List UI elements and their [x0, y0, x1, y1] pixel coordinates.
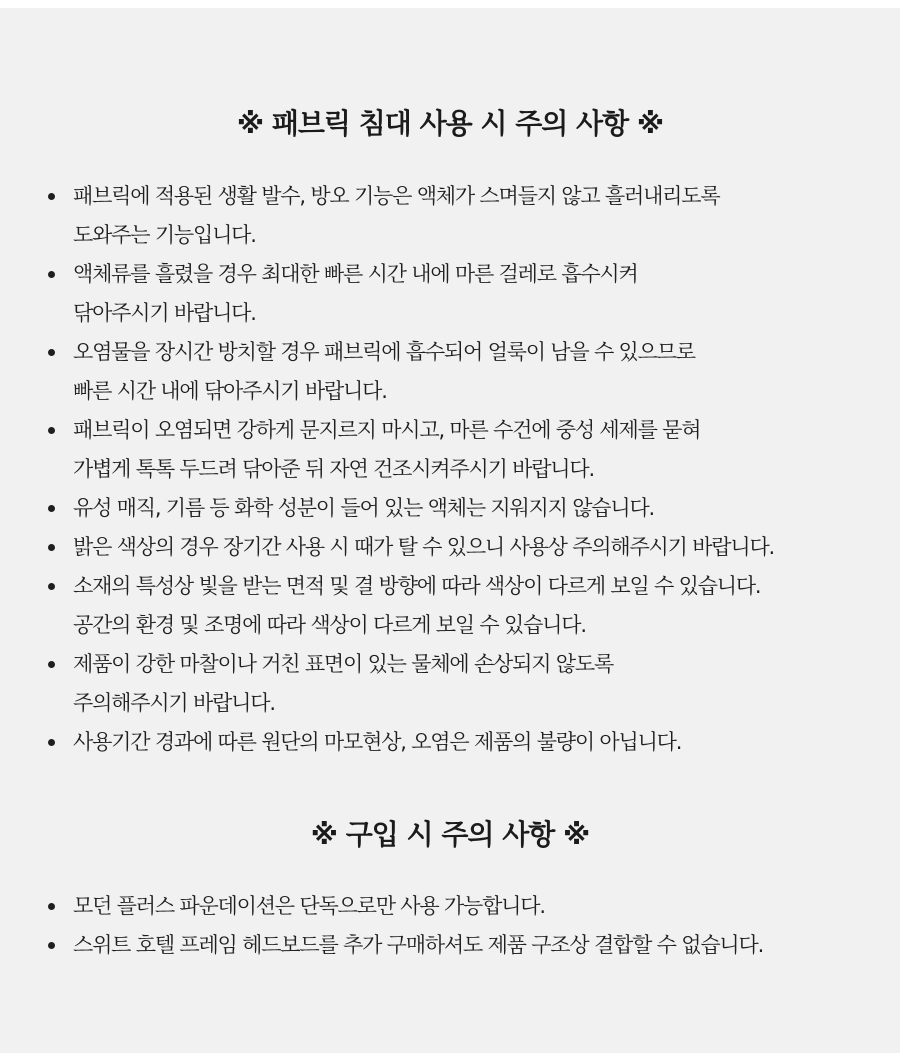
list-item-line: 유성 매직, 기름 등 화학 성분이 들어 있는 액체는 지워지지 않습니다. [73, 496, 655, 520]
list-item-line: 패브릭이 오염되면 강하게 문지르지 마시고, 마른 수건에 중성 세제를 묻혀 [73, 418, 701, 442]
list-item-line: 사용기간 경과에 따른 원단의 마모현상, 오염은 제품의 불량이 아닙니다. [73, 730, 682, 754]
list-item [0, 333, 863, 411]
list-item [0, 645, 863, 723]
list-item [0, 411, 863, 489]
fabric-caution-list [0, 177, 863, 762]
list-item-line: 빠른 시간 내에 닦아주시기 바랍니다. [73, 379, 387, 403]
list-item-line: 패브릭에 적용된 생활 발수, 방오 기능은 액체가 스며들지 않고 흘러내리도록 [73, 184, 720, 208]
fabric-bed-caution-title: ※ 패브릭 침대 사용 시 주의 사항 ※ [236, 107, 664, 140]
list-item [0, 177, 863, 255]
list-item-line: 공간의 환경 및 조명에 따라 색상이 다르게 보일 수 있습니다. [73, 613, 586, 637]
list-item [0, 255, 863, 333]
list-item [0, 528, 863, 567]
purchase-caution-list [0, 887, 863, 965]
list-item-line: 가볍게 톡톡 두드려 닦아준 뒤 자연 건조시켜주시기 바랍니다. [73, 457, 594, 481]
list-item-line: 오염물을 장시간 방치할 경우 패브릭에 흡수되어 얼룩이 남을 수 있으므로 [73, 340, 695, 364]
list-item-line: 제품이 강한 마찰이나 거친 표면이 있는 물체에 손상되지 않도록 [73, 652, 614, 676]
list-item [0, 723, 863, 762]
list-item [0, 887, 863, 926]
list-item [0, 926, 863, 965]
list-item-line: 밝은 색상의 경우 장기간 사용 시 때가 탈 수 있으니 사용상 주의해주시기 바랍니다. [73, 535, 775, 559]
list-item-line: 액체류를 흘렸을 경우 최대한 빠른 시간 내에 마른 걸레로 흡수시켜 [73, 262, 638, 286]
list-item-line: 스위트 호텔 프레임 헤드보드를 추가 구매하셔도 제품 구조상 결합할 수 없습니다. [73, 933, 764, 957]
list-item [0, 489, 863, 528]
list-item [0, 567, 863, 645]
purchase-caution-title: ※ 구입 시 주의 사항 ※ [310, 818, 590, 851]
list-item-line: 모던 플러스 파운데이션은 단독으로만 사용 가능합니다. [73, 894, 545, 918]
notice-panel [0, 8, 900, 1053]
list-item-line: 소재의 특성상 빛을 받는 면적 및 결 방향에 따라 색상이 다르게 보일 수 있습니다. [73, 574, 761, 598]
list-item-line: 도와주는 기능입니다. [73, 223, 256, 247]
list-item-line: 닦아주시기 바랍니다. [73, 301, 256, 325]
list-item-line: 주의해주시기 바랍니다. [73, 691, 275, 715]
